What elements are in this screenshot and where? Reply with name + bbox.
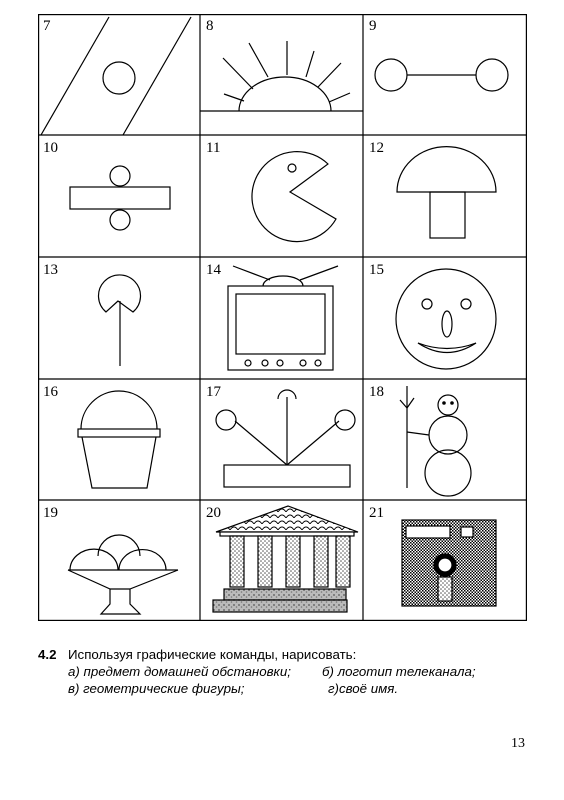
cell-number: 14 (206, 262, 221, 278)
task-item-d: г)своё имя. (328, 681, 399, 696)
figure-20-temple (213, 506, 358, 612)
cell-number: 8 (206, 18, 214, 34)
figure-16-bucket (78, 391, 160, 488)
cell-number: 18 (369, 384, 384, 400)
figure-19-icecream (68, 535, 178, 614)
cell-number: 17 (206, 384, 221, 400)
figure-12-mushroom (397, 147, 496, 238)
task-number: 4.2 (38, 647, 57, 662)
figure-18-snowman (400, 386, 471, 496)
task-item-c: в) геометрические фигуры; (68, 681, 245, 696)
cell-number: 10 (43, 140, 58, 156)
figure-7-parallelogram (41, 17, 191, 135)
figure-8-sun (200, 41, 363, 111)
task-text (38, 646, 538, 697)
task-intro: Используя графические команды, нарисовать: (68, 647, 357, 662)
page-number: 13 (511, 736, 525, 751)
cell-number: 16 (43, 384, 58, 400)
figure-9-dumbbell (375, 59, 508, 91)
figure-11-pacman (252, 152, 336, 242)
cell-number: 20 (206, 505, 221, 521)
figure-17-plant (216, 390, 355, 487)
task-item-b: б) логотип телеканала; (322, 664, 476, 679)
cell-number: 9 (369, 18, 377, 34)
figure-14-tv (228, 266, 338, 370)
cell-number: 11 (206, 140, 221, 156)
cell-number: 19 (43, 505, 58, 521)
cell-number: 7 (43, 18, 51, 34)
cell-number: 15 (369, 262, 384, 278)
cell-number: 12 (369, 140, 384, 156)
cell-number: 13 (43, 262, 58, 278)
figure-10-division (70, 166, 170, 230)
cell-number: 21 (369, 505, 384, 521)
figure-21-floppy (402, 520, 496, 606)
figure-13-flower (98, 275, 140, 366)
figure-grid (38, 14, 527, 621)
figure-15-smiley (396, 269, 496, 369)
task-item-a: а) предмет домашней обстановки; (68, 664, 291, 679)
